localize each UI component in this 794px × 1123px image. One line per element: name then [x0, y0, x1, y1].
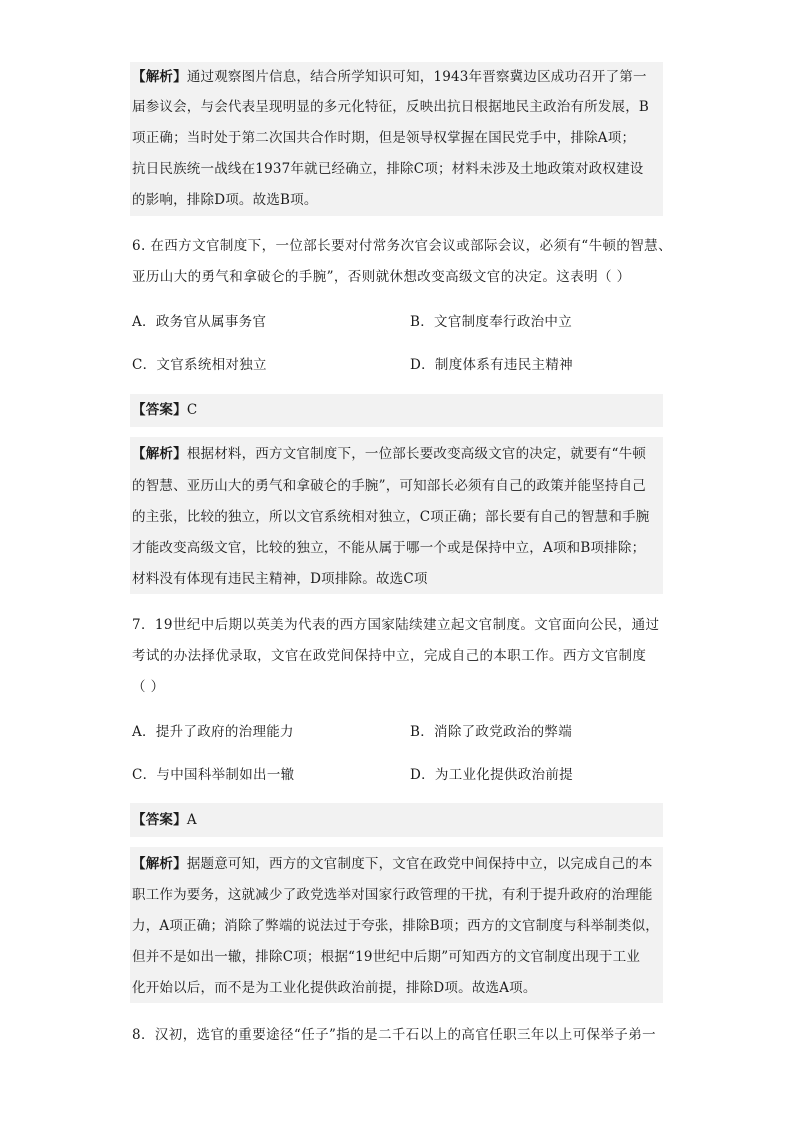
question-7-stem: （ ） — [132, 679, 165, 695]
q7-option-d: D．为工业化提供政治前提 — [410, 767, 573, 783]
analysis-line: 【解析】根据材料，西方文官制度下，一位部长要改变高级文官的决定，就要有“牛顿 — [132, 446, 647, 462]
q6-answer: 【答案】C — [132, 402, 198, 418]
analysis-line: 抗日民族统一战线在1937年就已经确立，排除C项；材料未涉及土地政策对政权建设 — [132, 161, 644, 177]
analysis-line: 的智慧、亚历山大的勇气和拿破仑的手腕”，可知部长必须有自己的政策并能坚持自己 — [132, 478, 647, 494]
question-7-stem: 7．19世纪中后期以英美为代表的西方国家陆续建立起文官制度。文官面向公民，通过 — [132, 617, 660, 633]
analysis-line: 【解析】通过观察图片信息，结合所学知识可知，1943年晋察冀边区成功召开了第一 — [132, 69, 647, 85]
q6-option-c: C．文官系统相对独立 — [132, 357, 267, 373]
q7-answer: 【答案】A — [132, 812, 197, 828]
q7-option-c: C．与中国科举制如出一辙 — [132, 767, 295, 783]
analysis-line: 化开始以后，而不是为工业化提供政治前提，排除D项。故选A项。 — [132, 980, 537, 996]
q7-option-a: A．提升了政府的治理能力 — [132, 724, 294, 740]
question-8-stem: 8．汉初，选官的重要途径“任子”指的是二千石以上的高官任职三年以上可保举子弟一 — [132, 1027, 656, 1043]
q6-option-a: A．政务官从属事务官 — [132, 314, 267, 330]
question-6-stem: 亚历山大的勇气和拿破仑的手腕”，否则就休想改变高级文官的决定。这表明（ ） — [132, 269, 631, 285]
answer-block-q7 — [130, 803, 663, 837]
analysis-line: 届参议会，与会代表呈现明显的多元化特征，反映出抗日根据地民主政治有所发展，B — [132, 99, 650, 115]
answer-block-q6 — [130, 394, 663, 427]
q6-option-b: B．文官制度奉行政治中立 — [410, 314, 573, 330]
analysis-line: 职工作为要务，这就减少了政党选举对国家行政管理的干扰，有利于提升政府的治理能 — [132, 887, 653, 903]
question-6-stem: 6. 在西方文官制度下，一位部长要对付常务次官会议或部际会议，必须有“牛顿的智慧、 — [132, 238, 672, 254]
analysis-line: 力，A项正确；消除了弊端的说法过于夸张，排除B项；西方的文官制度与科举制类似， — [132, 918, 659, 934]
q7-option-b: B．消除了政党政治的弊端 — [410, 724, 573, 740]
analysis-line: 的主张，比较的独立，所以文官系统相对独立，C项正确；部长要有自己的智慧和手腕 — [132, 509, 650, 525]
analysis-line: 项正确；当时处于第二次国共合作时期，但是领导权掌握在国民党手中，排除A项； — [132, 130, 636, 146]
analysis-line: 的影响，排除D项。故选B项。 — [132, 192, 318, 208]
analysis-line: 才能改变高级文官，比较的独立，不能从属于哪一个或是保持中立，A项和B项排除； — [132, 540, 646, 556]
analysis-line: 【解析】据题意可知，西方的文官制度下，文官在政党中间保持中立，以完成自己的本 — [132, 856, 653, 872]
q6-option-d: D．制度体系有违民主精神 — [410, 357, 573, 373]
analysis-line: 材料没有体现有违民主精神，D项排除。故选C项 — [132, 571, 428, 587]
question-7-stem: 考试的办法择优录取，文官在政党间保持中立，完成自己的本职工作。西方文官制度 — [132, 648, 647, 664]
analysis-line: 但并不是如出一辙，排除C项；根据“19世纪中后期”可知西方的文官制度出现于工业 — [132, 949, 641, 965]
